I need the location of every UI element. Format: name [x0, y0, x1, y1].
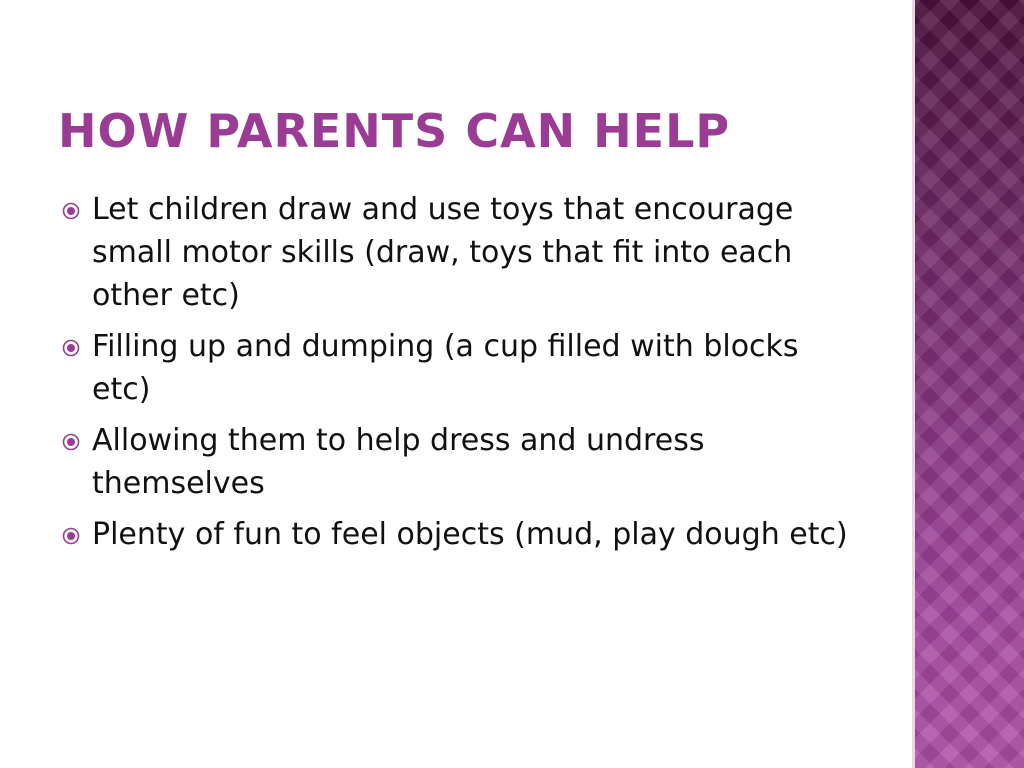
target-bullet-icon — [62, 202, 80, 220]
target-bullet-icon — [62, 339, 80, 357]
bullet-text: Filling up and dumping (a cup filled with blocks etc) — [92, 329, 799, 407]
bullet-item — [62, 419, 862, 505]
bullet-text: Plenty of fun to feel objects (mud, play dough etc) — [92, 517, 848, 552]
bullet-text: Let children draw and use toys that encourage small motor skills (draw, toys that fit into each other etc) — [92, 192, 794, 313]
target-bullet-icon — [62, 433, 80, 451]
bullet-list — [62, 188, 862, 564]
target-bullet-icon — [62, 527, 80, 545]
bullet-item — [62, 188, 862, 317]
bullet-text: Allowing them to help dress and undress themselves — [92, 423, 705, 501]
bullet-item — [62, 513, 862, 556]
slide-title: HOW PARENTS CAN HELP — [58, 104, 731, 158]
bullet-item — [62, 325, 862, 411]
decorative-side-band — [912, 0, 1024, 768]
